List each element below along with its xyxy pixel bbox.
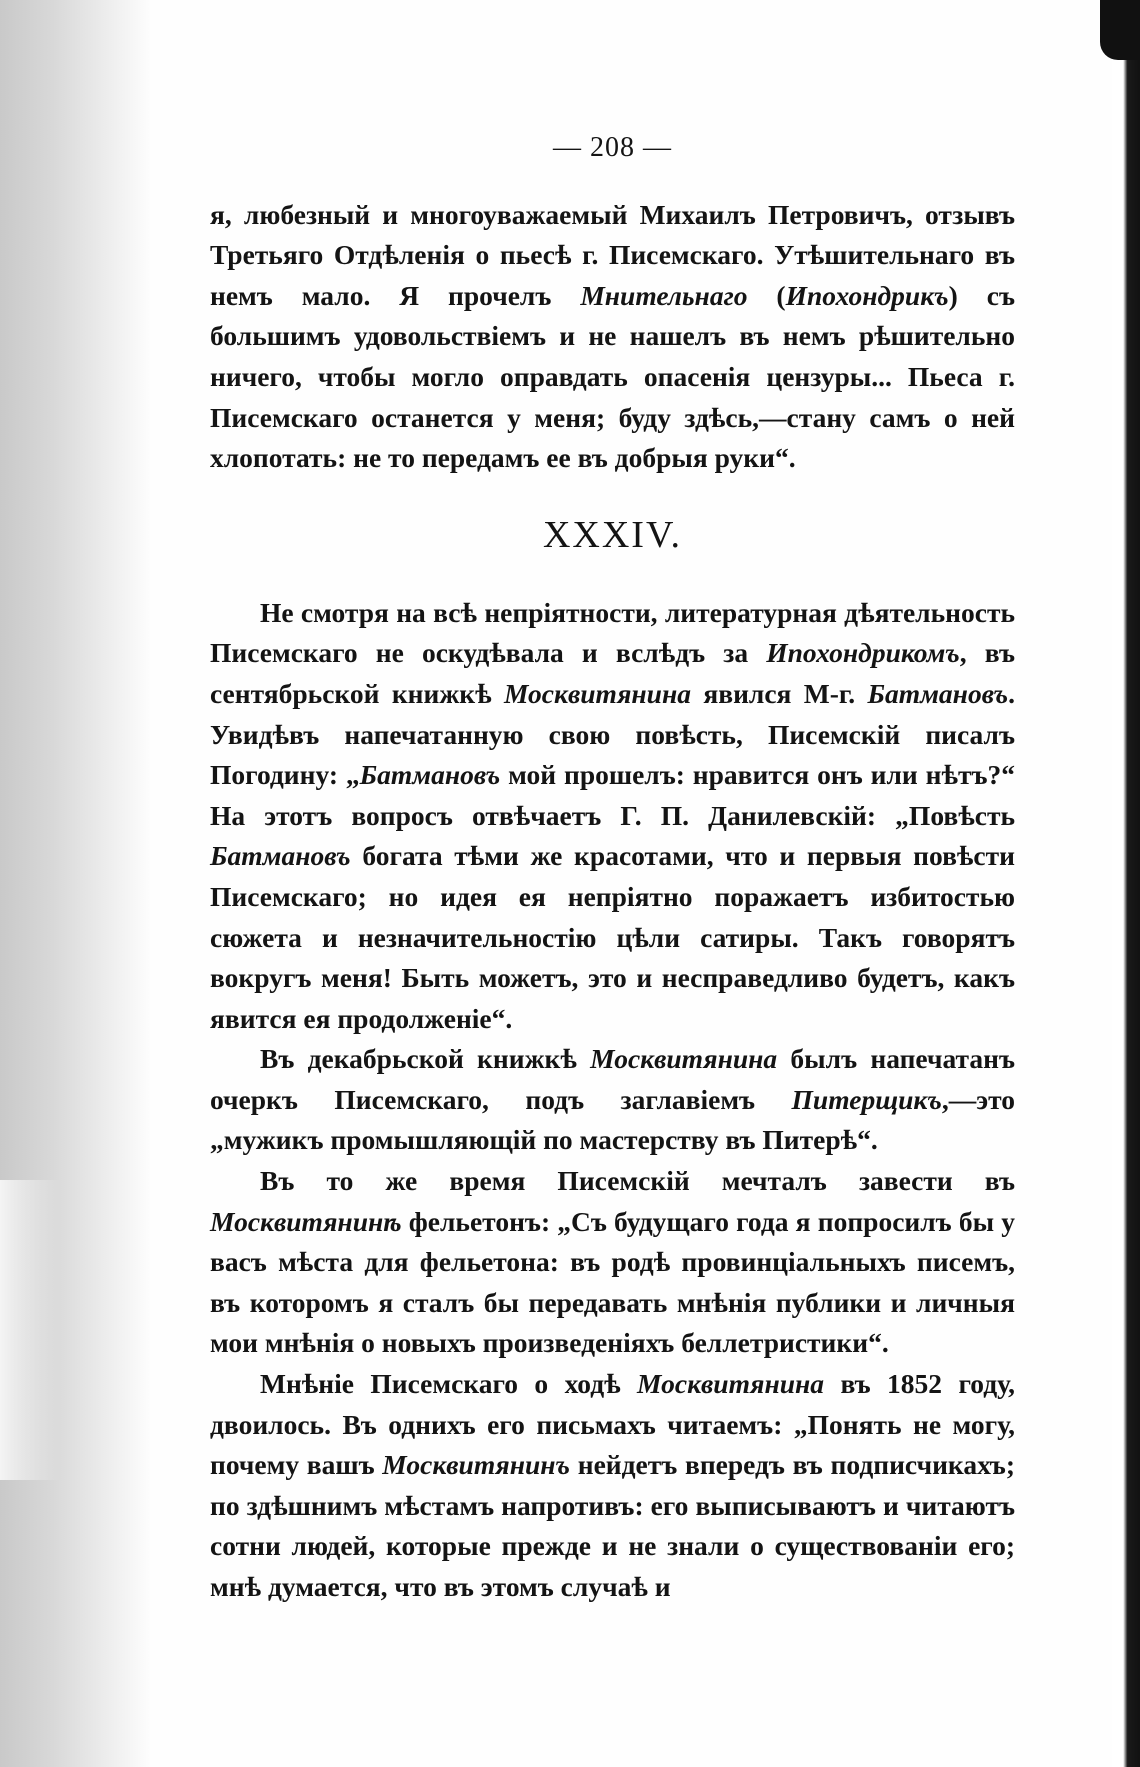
text-run: Въ декабрьской книжкѣ [260, 1043, 591, 1075]
scan-edge-right-top [1100, 0, 1140, 60]
text-run: въ 1852 году, двоилось. Въ однихъ его письмахъ читаемъ: „Понять не могу, почему вашъ [210, 1368, 1015, 1481]
chapter-heading: XXXIV. [542, 513, 683, 556]
text-run: я, любезный и многоуважаемый Михаилъ Петровичъ, отзывъ Третьяго Отдѣленія о пьесѣ г. Писемскаго. Утѣшительнаго въ немъ мало. Я прочелъ [210, 198, 1015, 311]
paragraph-3 [210, 1039, 1015, 1161]
text-run: ,—это „мужикъ промышляющій по мастерству въ Питерѣ“. [210, 1083, 1015, 1156]
text-run: . Увидѣвъ напечатанную свою повѣсть, Писемскій писалъ Погодину: „ [210, 677, 1015, 791]
italic-title: Батмановъ [867, 677, 1009, 709]
text-run: фельетонъ: „Съ будущаго года я попросилъ бы у васъ мѣста для фельетона: въ родѣ провинціальныхъ писемъ, въ которомъ я сталъ бы передавать мнѣнія публики и личныя мои мнѣнія о новыхъ произведеніяхъ беллетристики“. [210, 1205, 1015, 1359]
text-run: богата тѣми же красотами, что и первыя повѣсти Писемскаго; но идея ея непріятно поражаетъ избитостью сюжета и незначительностію цѣли сатиры. Такъ говорятъ вокругъ меня! Быть можетъ, это и несправедливо будетъ, какъ явится ея продолженіе“. [210, 840, 1015, 1034]
scan-edge-right [1112, 0, 1140, 1767]
text-run: ) съ большимъ удовольствіемъ и не нашелъ въ немъ рѣшительно ничего, чтобы могло оправдать опасенія цензуры... Пьеса г. Писемскаго останется у меня; буду здѣсь,—стану самъ о ней хлопотать: не то передамъ ее въ добрыя руки“. [210, 279, 1015, 474]
paragraph-4 [210, 1161, 1015, 1364]
text-run: Мнѣніе Писемскаго о ходѣ [260, 1368, 638, 1400]
italic-title: Мнительнаго [580, 279, 748, 311]
text-run: , въ сентябрьской книжкѣ [210, 637, 1015, 709]
text-run: былъ напечатанъ очеркъ Писемскаго, подъ заглавіемъ [210, 1043, 1015, 1115]
italic-title: Ипохондрикъ [785, 279, 949, 311]
italic-title: Москвитянина [637, 1368, 825, 1400]
italic-title: Москвитянинѣ [210, 1205, 402, 1237]
italic-title: Питерщикъ [791, 1083, 942, 1115]
scan-shadow-left [0, 0, 150, 1767]
italic-title: Батмановъ [210, 840, 351, 872]
text-run: Не смотря на всѣ непріятности, литературная дѣятельность Писемскаго не оскудѣвала и вслѣдъ за [210, 596, 1015, 669]
italic-title: Москвитянина [503, 677, 691, 709]
paragraph-1 [210, 195, 1015, 479]
text-run: явился М-г. [691, 677, 868, 709]
italic-title: Ипохондрикомъ [766, 637, 960, 669]
italic-title: Москвитянинъ [382, 1449, 571, 1481]
text-run: мой прошелъ: нравится онъ или нѣтъ?“ На этотъ вопросъ отвѣчаетъ Г. П. Данилевскій: „Повѣсть [210, 759, 1015, 831]
scan-highlight-left [0, 1180, 60, 1480]
text-run: ( [747, 279, 786, 311]
paragraph-5 [210, 1364, 1015, 1608]
text-run: нейдетъ впередъ въ подписчикахъ; по здѣшнимъ мѣстамъ напротивъ: его выписываютъ и читаютъ сотни людей, которые прежде и не знали о существованіи его; мнѣ думается, что въ этомъ случаѣ и [210, 1449, 1015, 1602]
italic-title: Москвитянина [590, 1043, 778, 1075]
text-run: Въ то же время Писемскій мечталъ завести въ [260, 1165, 1015, 1197]
italic-title: Батмановъ [359, 759, 501, 791]
page-number: — 208 — [553, 132, 672, 163]
page-text [210, 128, 1015, 1608]
paragraph-2 [210, 593, 1015, 1040]
